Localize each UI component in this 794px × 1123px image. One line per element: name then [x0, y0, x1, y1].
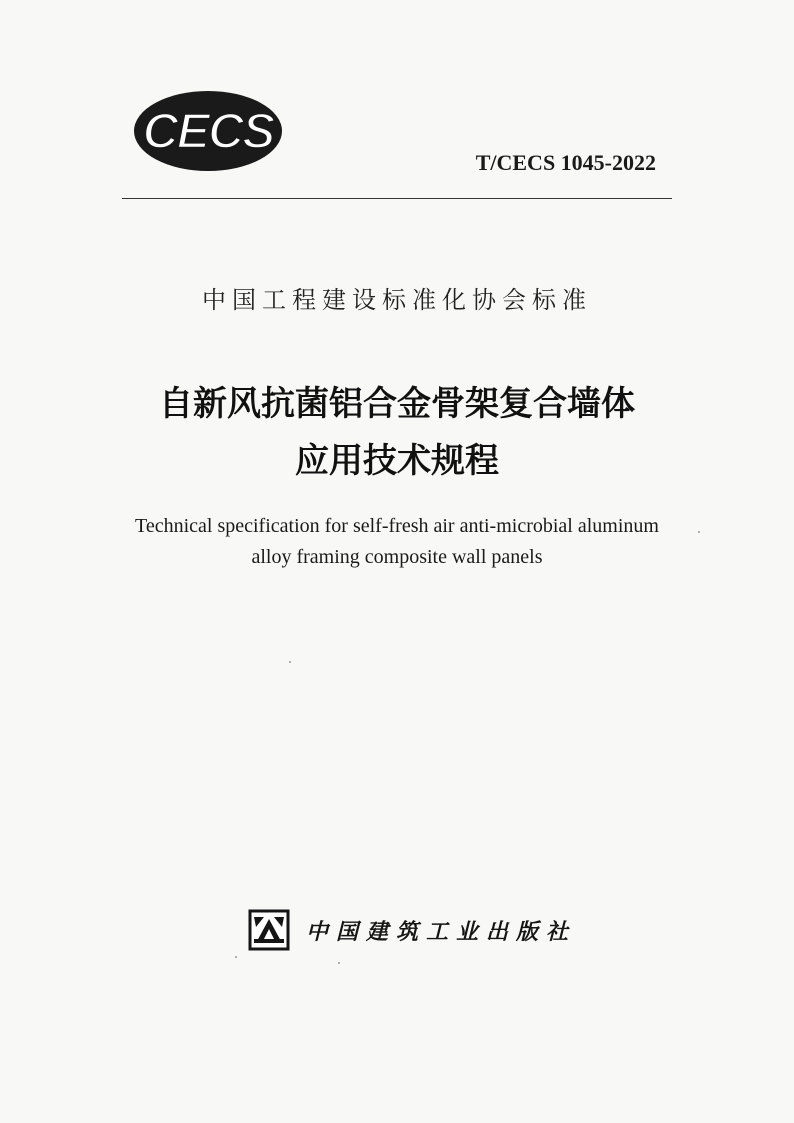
publisher-logo-icon: [248, 909, 290, 951]
english-title-line-2: alloy framing composite wall panels: [251, 546, 543, 568]
logo-text: CECS: [142, 103, 274, 159]
header-divider: [122, 198, 672, 199]
publisher-name: 中国建筑工业出版社: [306, 918, 577, 945]
association-title: 中国工程建设标准化协会标准: [202, 286, 592, 314]
english-title-line-1: Technical specification for self-fresh air anti-microbial aluminum: [135, 515, 659, 537]
standard-number: T/CECS 1045-2022: [475, 150, 656, 175]
cecs-logo-icon: [128, 86, 288, 176]
paper-speck: [235, 956, 237, 958]
chinese-title-line-1: 自新风抗菌铝合金骨架复合墙体: [159, 384, 635, 424]
publisher: [248, 908, 576, 952]
chinese-title-line-2: 应用技术规程: [295, 441, 499, 481]
paper-speck: [338, 962, 340, 964]
paper-speck: [698, 531, 700, 533]
paper-speck: [289, 661, 291, 663]
